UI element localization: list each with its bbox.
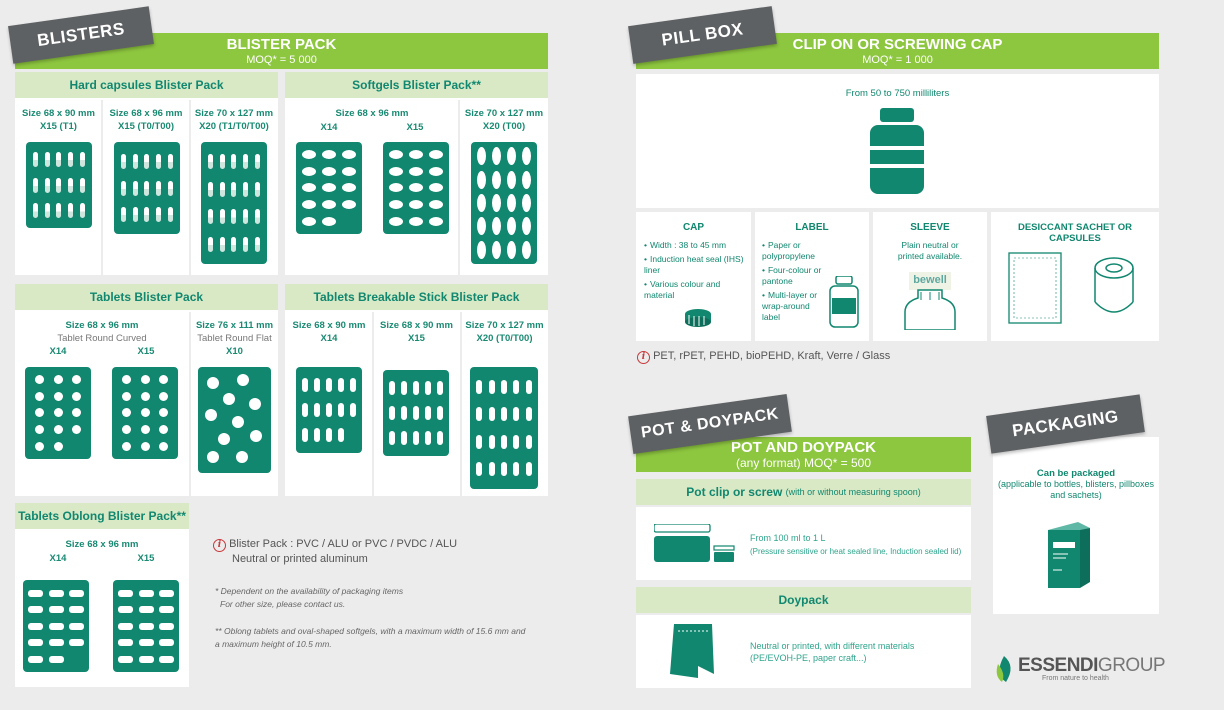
pill-cell <box>122 442 131 451</box>
brand-name-b: GROUP <box>1097 655 1166 676</box>
tablets-col2-label: Size 76 x 111 mm Tablet Round Flat X10 <box>195 320 274 357</box>
pill-cell <box>302 150 316 159</box>
pill-cell <box>69 606 84 613</box>
breakable-blister-x14 <box>296 367 362 453</box>
essendi-logo <box>992 654 1165 684</box>
pill-cell <box>477 217 486 235</box>
pillbox-ribbon: PILL BOX <box>628 6 777 64</box>
pill-cell <box>477 241 486 259</box>
hard-col1-label: Size 68 x 90 mm X15 (T1) <box>22 108 95 132</box>
pill-cell <box>413 431 419 445</box>
pill-cell <box>489 407 495 421</box>
pill-cell <box>28 623 43 630</box>
pill-cell <box>141 408 150 417</box>
hard-col2-label: Size 68 x 96 mm X15 (T0/T00) <box>109 108 183 132</box>
pill-cell <box>156 207 161 222</box>
pill-cell <box>437 381 443 395</box>
pill-cell <box>255 154 260 169</box>
pill-cell <box>159 606 174 613</box>
tablet-cell <box>223 393 235 405</box>
pill-cell <box>302 183 316 192</box>
pill-cell <box>80 152 85 167</box>
pill-cell <box>159 425 168 434</box>
pill-cell <box>45 178 50 193</box>
pill-cell <box>208 209 213 224</box>
pill-cell <box>118 639 133 646</box>
pill-cell <box>522 194 531 212</box>
pill-cell <box>49 656 64 663</box>
tablet-cell <box>236 451 248 463</box>
pill-cell <box>314 428 320 442</box>
pill-cell <box>389 200 403 209</box>
pill-cell <box>322 217 336 226</box>
pill-cell <box>477 194 486 212</box>
pill-cell <box>429 167 443 176</box>
pill-cell <box>33 178 38 193</box>
cap-list: • Width : 38 to 45 mm • Induction heat seal (IHS) liner • Various colour and material <box>644 240 748 304</box>
pot-clip-text: From 100 ml to 1 L (Pressure sensitive or heat sealed line, Induction sealed lid) <box>750 533 962 556</box>
pill-cell <box>513 462 519 476</box>
pill-cell <box>159 375 168 384</box>
pill-cell <box>302 217 316 226</box>
pill-cell <box>513 407 519 421</box>
pill-cell <box>302 378 308 392</box>
pill-cell <box>231 154 236 169</box>
pill-cell <box>231 237 236 252</box>
pill-cell <box>326 428 332 442</box>
softgels-col2-count: X15 <box>406 122 424 133</box>
pill-cell <box>56 178 61 193</box>
pill-cell <box>243 237 248 252</box>
pill-cell <box>409 183 423 192</box>
pill-cell <box>54 442 63 451</box>
pill-cell <box>159 408 168 417</box>
pillbox-title: CLIP ON OR SCREWING CAP <box>792 36 1003 53</box>
pill-cell <box>437 431 443 445</box>
pill-cell <box>54 425 63 434</box>
pill-cell <box>208 182 213 197</box>
packaging-ribbon: PACKAGING <box>986 394 1145 453</box>
bottle-icon <box>868 108 926 194</box>
pill-cell <box>429 183 443 192</box>
pill-cell <box>492 147 501 165</box>
pill-cell <box>342 167 356 176</box>
pill-cell <box>33 152 38 167</box>
pill-cell <box>56 152 61 167</box>
softgels-title: Softgels Blister Pack** <box>285 72 548 98</box>
pill-cell <box>121 207 126 222</box>
pill-cell <box>389 406 395 420</box>
pill-cell <box>168 181 173 196</box>
pill-cell <box>338 403 344 417</box>
pill-cell <box>507 217 516 235</box>
pill-cell <box>413 406 419 420</box>
pill-cell <box>168 154 173 169</box>
pill-cell <box>243 209 248 224</box>
pill-cell <box>322 183 336 192</box>
info-icon: i <box>637 351 650 364</box>
pill-cell <box>501 435 507 449</box>
brand-name-a: ESSENDI <box>1018 655 1098 676</box>
pill-cell <box>501 407 507 421</box>
pill-cell <box>492 171 501 189</box>
packaging-text: Can be packaged (applicable to bottles, blisters, pillboxes and sachets) <box>997 468 1155 500</box>
pill-cell <box>389 150 403 159</box>
pill-cell <box>501 380 507 394</box>
hard-capsules-title: Hard capsules Blister Pack <box>15 72 278 98</box>
pill-cell <box>159 656 174 663</box>
pill-cell <box>156 181 161 196</box>
pill-cell <box>476 407 482 421</box>
oblong-size: Size 68 x 96 mm <box>65 539 139 550</box>
brand-tagline: From nature to health <box>1042 675 1109 682</box>
pill-cell <box>69 639 84 646</box>
pill-cell <box>28 656 43 663</box>
pill-cell <box>208 154 213 169</box>
doypack-text: Neutral or printed, with different materials (PE/EVOH-PE, paper craft...) <box>750 641 915 663</box>
breakable-title: Tablets Breakable Stick Blister Pack <box>285 284 548 310</box>
pill-cell <box>522 147 531 165</box>
pill-cell <box>492 217 501 235</box>
pill-cell <box>409 150 423 159</box>
pill-cell <box>231 209 236 224</box>
pill-cell <box>139 590 154 597</box>
hard-blister-x15-t1 <box>26 142 92 228</box>
pill-cell <box>409 200 423 209</box>
pill-cell <box>338 378 344 392</box>
pill-cell <box>322 167 336 176</box>
doypack-icon <box>668 620 718 685</box>
pill-cell <box>139 639 154 646</box>
tablet-blister-x10 <box>198 367 271 473</box>
pill-cell <box>72 392 81 401</box>
pill-cell <box>489 380 495 394</box>
pill-cell <box>139 606 154 613</box>
pill-cell <box>522 171 531 189</box>
pill-cell <box>168 207 173 222</box>
pill-cell <box>389 431 395 445</box>
hard-blister-x20 <box>201 142 267 264</box>
tablet-blister-x15 <box>112 367 178 459</box>
pill-cell <box>208 237 213 252</box>
pill-cell <box>121 154 126 169</box>
softgels-col1-count: X14 <box>320 122 338 133</box>
pill-cell <box>144 154 149 169</box>
blister-material-line2: Neutral or printed aluminum <box>232 552 368 565</box>
pill-cell <box>45 152 50 167</box>
footnote-2: ** Oblong tablets and oval-shaped softgels, with a maximum width of 15.6 mm and a maximum height of 10.5 mm. <box>215 626 526 649</box>
pill-cell <box>28 606 43 613</box>
pill-cell <box>35 375 44 384</box>
pill-cell <box>350 378 356 392</box>
pill-cell <box>139 656 154 663</box>
pill-cell <box>326 378 332 392</box>
pill-cell <box>342 200 356 209</box>
pill-cell <box>255 209 260 224</box>
pill-cell <box>68 152 73 167</box>
pill-cell <box>156 154 161 169</box>
tablet-cell <box>249 398 261 410</box>
pill-cell <box>118 606 133 613</box>
pill-cell <box>54 392 63 401</box>
leaf-icon <box>992 654 1016 684</box>
pot-moq: (any format) MOQ* = 500 <box>735 456 872 470</box>
pill-cell <box>49 590 64 597</box>
blister-pack-moq: MOQ* = 5 000 <box>246 54 317 66</box>
pill-cell <box>513 435 519 449</box>
pill-cell <box>255 182 260 197</box>
oblong-title: Tablets Oblong Blister Pack** <box>15 503 189 529</box>
blister-pack-title: BLISTER PACK <box>226 36 337 53</box>
doypack-header: Doypack <box>636 587 971 613</box>
pill-cell <box>141 392 150 401</box>
pot-icon <box>654 524 736 569</box>
oblong-x15: X15 <box>137 553 155 564</box>
pill-cell <box>507 147 516 165</box>
tablet-cell <box>250 430 262 442</box>
blisters-ribbon: BLISTERS <box>8 6 154 63</box>
hard-col3-label: Size 70 x 127 mm X20 (T1/T0/T00) <box>194 108 274 132</box>
labeled-bottle-icon <box>828 276 860 333</box>
pill-cell <box>159 392 168 401</box>
pillbox-moq: MOQ* = 1 000 <box>862 54 933 66</box>
softgel-blister-x14 <box>296 142 362 234</box>
pill-cell <box>118 623 133 630</box>
pill-cell <box>476 462 482 476</box>
label-list: • Paper or polypropylene • Four-colour or pantone • Multi-layer or wrap-around label <box>762 240 828 326</box>
pill-cell <box>159 590 174 597</box>
pill-cell <box>35 442 44 451</box>
pill-cell <box>492 194 501 212</box>
pill-cell <box>72 425 81 434</box>
pill-cell <box>401 406 407 420</box>
sleeve-text: Plain neutral or printed available. <box>897 240 963 261</box>
pill-cell <box>425 431 431 445</box>
pill-cell <box>350 403 356 417</box>
tablets-col1-x15: X15 <box>137 346 155 357</box>
pill-cell <box>141 442 150 451</box>
pill-cell <box>389 381 395 395</box>
pill-cell <box>429 150 443 159</box>
tablet-cell <box>237 374 249 386</box>
cap-icon <box>683 306 713 335</box>
pill-cell <box>342 183 356 192</box>
breakable-col1-label: Size 68 x 90 mm X14 <box>292 320 366 344</box>
softgels-col3-label: Size 70 x 127 mm X20 (T00) <box>464 108 544 132</box>
pill-cell <box>243 154 248 169</box>
pill-cell <box>401 431 407 445</box>
pill-cell <box>35 425 44 434</box>
pill-cell <box>322 200 336 209</box>
pill-cell <box>513 380 519 394</box>
pill-cell <box>54 408 63 417</box>
pill-cell <box>35 392 44 401</box>
pill-cell <box>507 194 516 212</box>
pill-cell <box>122 425 131 434</box>
tablet-cell <box>205 409 217 421</box>
pill-cell <box>80 203 85 218</box>
pill-cell <box>522 217 531 235</box>
pill-cell <box>429 200 443 209</box>
pill-cell <box>255 237 260 252</box>
pill-cell <box>220 237 225 252</box>
breakable-col3-label: Size 70 x 127 mm X20 (T0/T00) <box>465 320 544 344</box>
pill-cell <box>522 241 531 259</box>
pill-cell <box>28 639 43 646</box>
pill-cell <box>401 381 407 395</box>
pill-cell <box>220 209 225 224</box>
pill-cell <box>326 403 332 417</box>
pill-cell <box>28 590 43 597</box>
pill-cell <box>389 183 403 192</box>
blister-material-info <box>213 537 457 566</box>
tablet-blister-x14 <box>25 367 91 459</box>
pill-cell <box>425 406 431 420</box>
tablet-cell <box>207 377 219 389</box>
hard-blister-x15-t0 <box>114 142 180 234</box>
pill-cell <box>72 375 81 384</box>
pill-cell <box>122 375 131 384</box>
blister-material-line1: Blister Pack : PVC / ALU or PVC / PVDC / ALU <box>229 538 458 550</box>
pillbox-materials: i PET, rPET, PEHD, bioPEHD, Kraft, Verre / Glass <box>637 350 890 364</box>
oblong-blister-x14 <box>23 580 89 672</box>
pill-cell <box>389 167 403 176</box>
pill-cell <box>526 407 532 421</box>
pill-cell <box>133 154 138 169</box>
pill-cell <box>338 428 344 442</box>
pillbox-capacity: From 50 to 750 milliliters <box>845 88 950 99</box>
pill-cell <box>302 428 308 442</box>
footnote-1: * Dependent on the availability of packaging items For other size, please contact us. <box>215 586 404 609</box>
pill-cell <box>45 203 50 218</box>
breakable-blister-x20 <box>470 367 538 489</box>
pill-cell <box>49 606 64 613</box>
pill-cell <box>314 378 320 392</box>
pill-cell <box>141 375 150 384</box>
tablet-cell <box>218 433 230 445</box>
pill-cell <box>54 375 63 384</box>
pill-cell <box>49 623 64 630</box>
desiccant-capsule-icon <box>1093 256 1135 319</box>
pill-cell <box>144 181 149 196</box>
pill-cell <box>429 217 443 226</box>
pill-cell <box>526 435 532 449</box>
pill-cell <box>526 380 532 394</box>
breakable-col2-label: Size 68 x 90 mm X15 <box>380 320 453 344</box>
pill-cell <box>409 167 423 176</box>
softgel-blister-x15 <box>383 142 449 234</box>
pill-cell <box>144 207 149 222</box>
cap-title: CAP <box>682 222 705 233</box>
pill-cell <box>35 408 44 417</box>
tablets-col1-x14: X14 <box>49 346 67 357</box>
pot-clip-header: Pot clip or screw (with or without measuring spoon) <box>636 479 971 505</box>
pill-cell <box>220 182 225 197</box>
pill-cell <box>231 182 236 197</box>
pill-cell <box>121 181 126 196</box>
sleeve-title: SLEEVE <box>910 222 950 233</box>
sleeve-brand: bewell <box>913 274 947 286</box>
tablets-title: Tablets Blister Pack <box>15 284 278 310</box>
info-icon: i <box>213 539 226 552</box>
pill-cell <box>342 150 356 159</box>
pill-cell <box>68 203 73 218</box>
pill-cell <box>159 623 174 630</box>
desiccant-sachet-icon <box>1008 252 1062 329</box>
pill-cell <box>314 403 320 417</box>
tablet-cell <box>207 451 219 463</box>
breakable-blister-x15 <box>383 370 449 456</box>
pill-cell <box>133 207 138 222</box>
pill-cell <box>302 403 308 417</box>
pill-cell <box>489 435 495 449</box>
desiccant-title: DESICCANT SACHET OR CAPSULES <box>1017 222 1132 244</box>
pill-cell <box>322 150 336 159</box>
pill-cell <box>159 442 168 451</box>
tablets-col1-label: Size 68 x 96 mm Tablet Round Curved <box>57 320 147 344</box>
pill-cell <box>141 425 150 434</box>
pill-cell <box>302 200 316 209</box>
pill-cell <box>80 178 85 193</box>
pill-cell <box>122 392 131 401</box>
pill-cell <box>489 462 495 476</box>
pill-cell <box>477 147 486 165</box>
pill-cell <box>476 380 482 394</box>
pill-cell <box>69 590 84 597</box>
pill-cell <box>122 408 131 417</box>
pill-cell <box>507 241 516 259</box>
pill-cell <box>507 171 516 189</box>
pill-cell <box>492 241 501 259</box>
label-title: LABEL <box>795 222 829 233</box>
pill-cell <box>72 408 81 417</box>
pill-cell <box>118 656 133 663</box>
oblong-blister-x15 <box>113 580 179 672</box>
box-icon <box>1048 522 1090 593</box>
pill-cell <box>526 462 532 476</box>
pill-cell <box>68 178 73 193</box>
softgels-size-shared: Size 68 x 96 mm <box>335 108 409 119</box>
pill-cell <box>118 590 133 597</box>
pill-cell <box>501 462 507 476</box>
pill-cell <box>220 154 225 169</box>
pill-cell <box>389 217 403 226</box>
pill-cell <box>56 203 61 218</box>
pill-cell <box>69 623 84 630</box>
pill-cell <box>133 181 138 196</box>
pill-cell <box>302 167 316 176</box>
pill-cell <box>409 217 423 226</box>
pill-cell <box>437 406 443 420</box>
oblong-x14: X14 <box>49 553 67 564</box>
pot-ribbon: POT & DOYPACK <box>628 394 792 454</box>
pill-cell <box>33 203 38 218</box>
pill-cell <box>425 381 431 395</box>
pill-cell <box>139 623 154 630</box>
pill-cell <box>477 171 486 189</box>
pill-cell <box>49 639 64 646</box>
tablet-cell <box>232 416 244 428</box>
pot-title: POT AND DOYPACK <box>730 439 876 456</box>
softgel-blister-x20 <box>471 142 537 264</box>
pill-cell <box>159 639 174 646</box>
pill-cell <box>476 435 482 449</box>
pill-cell <box>243 182 248 197</box>
pill-cell <box>413 381 419 395</box>
